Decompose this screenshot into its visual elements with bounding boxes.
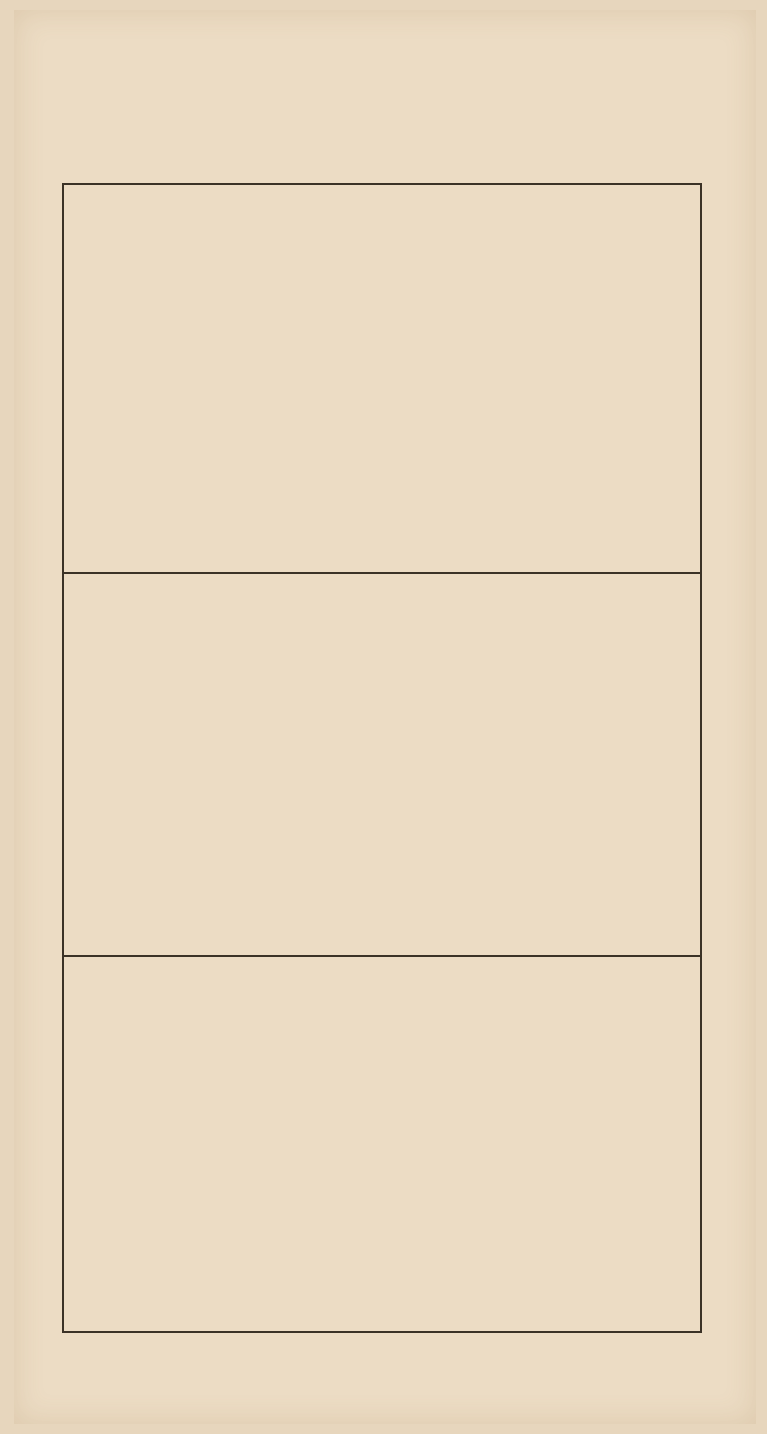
section-divider (64, 572, 700, 574)
section-middle (70, 585, 694, 945)
section-divider (64, 955, 700, 957)
section-bottom (70, 967, 694, 1323)
index-frame (62, 183, 702, 1333)
page (14, 10, 756, 1424)
section-top (70, 203, 694, 563)
